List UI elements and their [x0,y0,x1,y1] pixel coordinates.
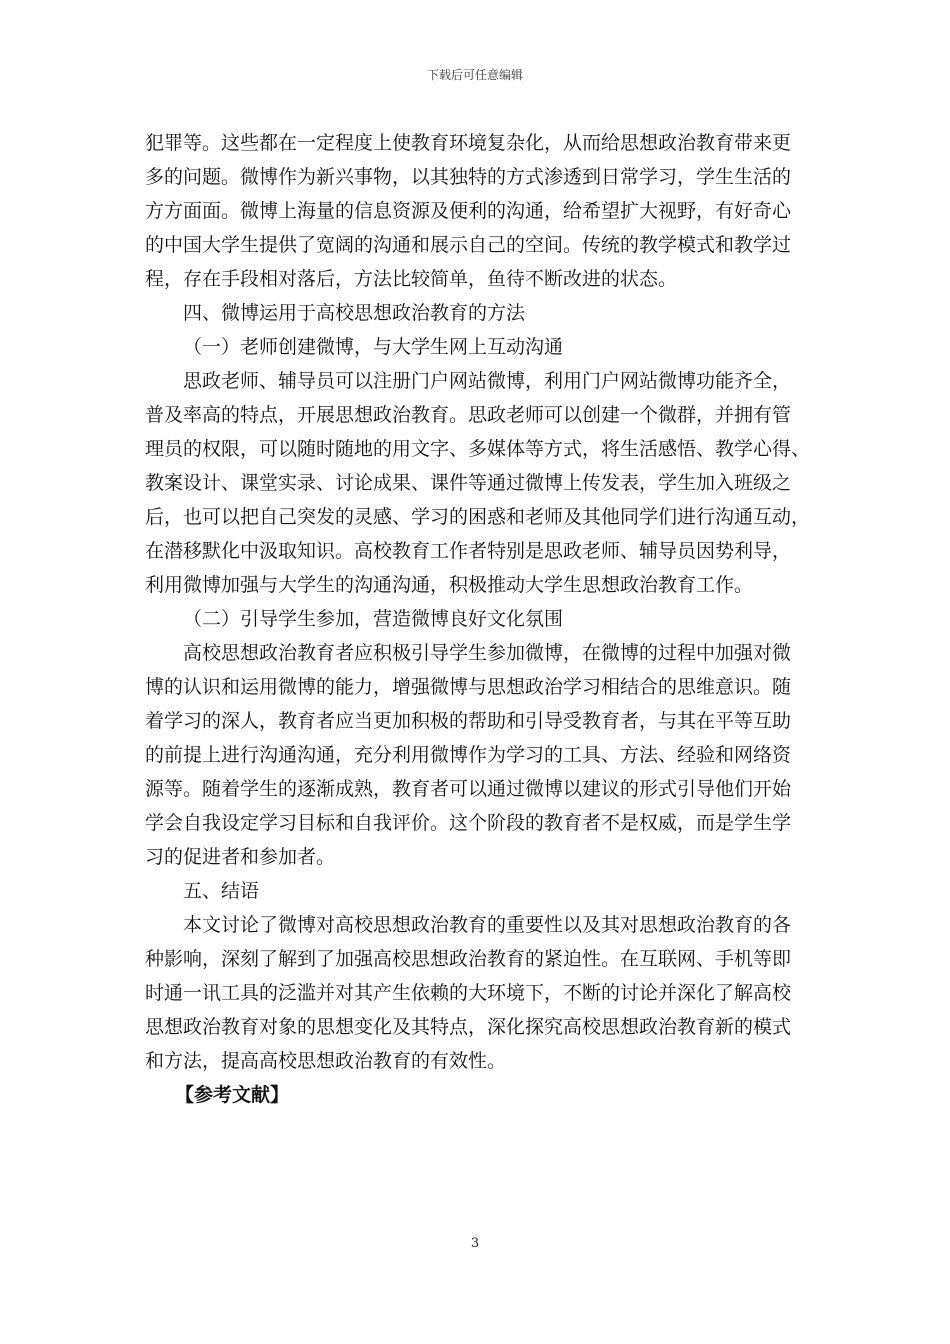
references-heading: 【参考文献】 [175,1084,290,1106]
body-text [145,126,810,1078]
text-line: 思想政治教育对象的思想变化及其特点，深化探究高校思想政治教育新的模式 [145,1016,792,1038]
text-line: 教案设计、课堂实录、讨论成果、课件等通过微博上传发表，学生加入班级之 [145,472,792,494]
text-line: 源等。随着学生的逐渐成熟，教育者可以通过微博以建议的形式引导他们开始 [145,778,792,800]
text-line: 四、微博运用于高校思想政治教育的方法 [183,302,526,324]
text-line: 多的问题。微博作为新兴事物，以其独特的方式渗透到日常学习，学生生活的 [145,166,792,188]
text-line: 方方面面。微博上海量的信息资源及便利的沟通，给希望扩大视野，有好奇心 [145,200,792,222]
text-line: 普及率高的特点，开展思想政治教育。思政老师可以创建一个微群，并拥有管 [145,404,792,426]
text-line: 着学习的深人，教育者应当更加积极的帮助和引导受教育者，与其在平等互助 [145,710,792,732]
text-line: 思政老师、辅导员可以注册门户网站微博，利用门户网站微博功能齐全， [183,370,792,392]
text-line: 犯罪等。这些都在一定程度上使教育环境复杂化，从而给思想政治教育带来更 [145,132,792,154]
text-line: 种影响，深刻了解到了加强高校思想政治教育的紧迫性。在互联网、手机等即 [145,948,792,970]
text-line: 程，存在手段相对落后，方法比较简单，鱼待不断改进的状态。 [145,268,678,290]
page-number: 3 [470,1236,480,1251]
text-line: 的中国大学生提供了宽阔的沟通和展示自己的空间。传统的教学模式和教学过 [145,234,792,256]
text-line: 的前提上进行沟通沟通，充分利用微博作为学习的工具、方法、经验和网络资 [145,744,792,766]
text-line: 后，也可以把自己突发的灵感、学习的困惑和老师及其他同学们进行沟通互动， [145,506,810,528]
text-line: （二）引导学生参加，营造微博良好文化氛围 [183,608,564,630]
text-line: 学会自我设定学习目标和自我评价。这个阶段的教育者不是权威，而是学生学 [145,812,792,834]
text-line: 利用微博加强与大学生的沟通沟通，积极推动大学生思想政治教育工作。 [145,574,754,596]
text-line: （一）老师创建微博，与大学生网上互动沟通 [183,336,564,358]
text-line: 在潜移默化中汲取知识。高校教育工作者特别是思政老师、辅导员因势利导， [145,540,792,562]
text-line: 本文讨论了微博对高校思想政治教育的重要性以及其对思想政治教育的各 [183,914,792,936]
text-line: 习的促进者和参加者。 [145,846,336,868]
page-header: 下载后可任意编辑 [426,68,523,82]
text-line: 五、结语 [183,880,260,902]
text-line: 高校思想政治教育者应积极引导学生参加微博，在微博的过程中加强对微 [183,642,792,664]
text-line: 和方法，提高高校思想政治教育的有效性。 [145,1050,507,1072]
text-line: 博的认识和运用微博的能力，增强微博与思想政治学习相结合的思维意识。随 [145,676,792,698]
text-line: 理员的权限，可以随时随地的用文字、多媒体等方式，将生活感悟、教学心得、 [145,438,810,460]
text-line: 时通一讯工具的泛滥并对其产生依赖的大环境下，不断的讨论并深化了解高校 [145,982,792,1004]
document-body [145,126,810,1112]
